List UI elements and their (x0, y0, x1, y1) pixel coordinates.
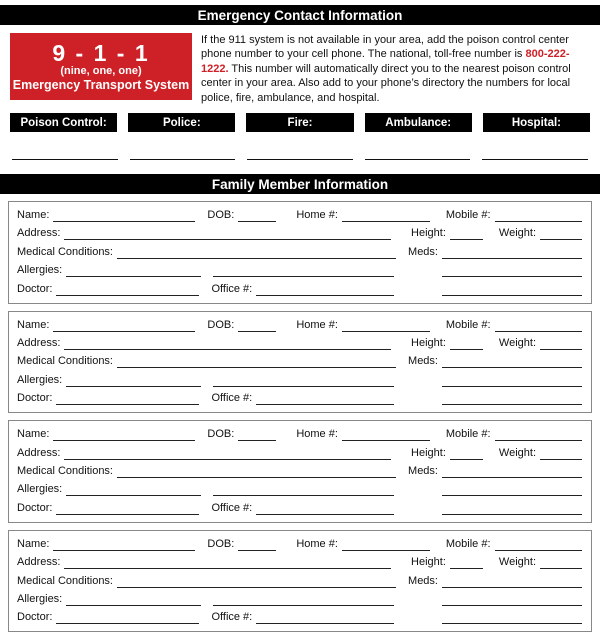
home-phone-label: Home #: (296, 537, 338, 550)
meds-continuation-line-2 (442, 610, 582, 624)
medical-conditions-label: Medical Conditions: (17, 464, 113, 477)
mobile-phone-label: Mobile #: (445, 209, 491, 222)
poison-control-label: Poison Control: (10, 113, 117, 132)
address-write-in-line (64, 226, 391, 240)
home-phone-write-in-line (342, 537, 430, 551)
weight-write-in-line (540, 226, 582, 240)
mobile-phone-write-in-line (495, 318, 582, 332)
allergies-continuation-line (213, 373, 394, 387)
height-write-in-line (450, 446, 483, 460)
nine-one-one-words: (nine, one, one) (60, 64, 142, 77)
police-write-in-line (130, 159, 236, 160)
dob-write-in-line (238, 318, 276, 332)
weight-write-in-line (540, 446, 582, 460)
allergies-write-in-line (66, 263, 201, 277)
height-write-in-line (450, 336, 483, 350)
medical-conditions-write-in-line (117, 574, 396, 588)
office-phone-write-in-line (256, 501, 394, 515)
dob-write-in-line (238, 537, 276, 551)
meds-continuation-line-2 (442, 391, 582, 405)
name-write-in-line (53, 537, 195, 551)
allergies-continuation-line (213, 263, 394, 277)
allergies-write-in-line (66, 592, 201, 606)
dob-write-in-line (238, 427, 276, 441)
medical-conditions-write-in-line (117, 354, 396, 368)
member-row-address-height-weight (17, 226, 582, 240)
emergency-form-page (0, 5, 600, 632)
home-phone-label: Home #: (296, 428, 338, 441)
police-label: Police: (128, 113, 235, 132)
office-phone-label: Office #: (211, 611, 253, 624)
dob-write-in-line (238, 208, 276, 222)
allergies-write-in-line (66, 482, 201, 496)
medical-conditions-write-in-line (117, 245, 396, 259)
member-row-doctor-office (17, 501, 582, 515)
member-row-medical-meds (17, 354, 582, 368)
weight-label: Weight: (498, 336, 536, 349)
ambulance-write-in-line (365, 159, 471, 160)
member-row-medical-meds (17, 464, 582, 478)
name-label: Name: (17, 428, 50, 441)
meds-continuation-line-2 (442, 282, 582, 296)
hospital-label: Hospital: (483, 113, 590, 132)
doctor-write-in-line (56, 282, 199, 296)
address-write-in-line (64, 555, 391, 569)
dob-label: DOB: (207, 537, 235, 550)
weight-write-in-line (540, 555, 582, 569)
doctor-write-in-line (56, 501, 199, 515)
weight-write-in-line (540, 336, 582, 350)
home-phone-label: Home #: (296, 209, 338, 222)
meds-continuation-line (442, 263, 582, 277)
instructions-before-phone: If the 911 system is not available in your area, add the poison control center phone number to your cell phone. The national, toll-free number is (201, 34, 569, 61)
height-write-in-line (450, 226, 483, 240)
height-label: Height: (411, 446, 446, 459)
height-label: Height: (411, 227, 446, 240)
meds-write-in-line (442, 464, 582, 478)
dob-label: DOB: (207, 428, 235, 441)
meds-write-in-line (442, 245, 582, 259)
member-row-allergies (17, 373, 582, 387)
doctor-write-in-line (56, 610, 199, 624)
mobile-phone-label: Mobile #: (445, 318, 491, 331)
office-phone-label: Office #: (211, 392, 253, 405)
medical-conditions-write-in-line (117, 464, 396, 478)
dob-label: DOB: (207, 209, 235, 222)
member-row-name-dob-phones (17, 318, 582, 332)
member-row-name-dob-phones (17, 208, 582, 222)
height-label: Height: (411, 556, 446, 569)
office-phone-write-in-line (256, 391, 394, 405)
meds-label: Meds: (408, 464, 438, 477)
address-label: Address: (17, 556, 61, 569)
office-phone-label: Office #: (211, 501, 253, 514)
hospital-write-in-line (482, 159, 588, 160)
instructions-after-phone: This number will automatically direct you to the nearest poison control center in your area. Also add to your phone’s directory the numbers for local police, fire, ambulance, and hospital. (201, 62, 571, 104)
fire-label: Fire: (246, 113, 353, 132)
weight-label: Weight: (498, 227, 536, 240)
meds-continuation-line-2 (442, 501, 582, 515)
meds-continuation-line (442, 482, 582, 496)
name-label: Name: (17, 318, 50, 331)
meds-label: Meds: (408, 245, 438, 258)
member-row-address-height-weight (17, 555, 582, 569)
meds-label: Meds: (408, 574, 438, 587)
allergies-label: Allergies: (17, 373, 63, 386)
member-row-doctor-office (17, 610, 582, 624)
doctor-label: Doctor: (17, 611, 53, 624)
mobile-phone-write-in-line (495, 537, 582, 551)
mobile-phone-label: Mobile #: (445, 428, 491, 441)
medical-conditions-label: Medical Conditions: (17, 574, 113, 587)
mobile-phone-label: Mobile #: (445, 537, 491, 550)
meds-write-in-line (442, 574, 582, 588)
allergies-continuation-line (213, 482, 394, 496)
home-phone-write-in-line (342, 318, 430, 332)
medical-conditions-label: Medical Conditions: (17, 245, 113, 258)
name-write-in-line (53, 427, 195, 441)
family-member-card (8, 530, 592, 632)
name-label: Name: (17, 537, 50, 550)
dob-label: DOB: (207, 318, 235, 331)
home-phone-label: Home #: (296, 318, 338, 331)
meds-continuation-line (442, 592, 582, 606)
home-phone-write-in-line (342, 427, 430, 441)
nine-one-one-number: 9 - 1 - 1 (52, 39, 150, 66)
emergency-contact-header-bar (0, 5, 600, 25)
poison-control-instructions (201, 33, 590, 105)
emergency-contact-title: Emergency Contact Information (197, 7, 403, 23)
allergies-continuation-line (213, 592, 394, 606)
mobile-phone-write-in-line (495, 427, 582, 441)
doctor-label: Doctor: (17, 501, 53, 514)
member-row-allergies (17, 482, 582, 496)
meds-label: Meds: (408, 355, 438, 368)
meds-write-in-line (442, 354, 582, 368)
member-row-allergies (17, 592, 582, 606)
home-phone-write-in-line (342, 208, 430, 222)
nine-one-one-box (10, 33, 192, 100)
doctor-label: Doctor: (17, 282, 53, 295)
name-label: Name: (17, 209, 50, 222)
allergies-label: Allergies: (17, 592, 63, 605)
family-member-card (8, 201, 592, 304)
office-phone-label: Office #: (211, 282, 253, 295)
poison-control-phone-number: 800-222-1222. (201, 48, 570, 75)
family-member-card (8, 311, 592, 414)
address-label: Address: (17, 446, 61, 459)
member-row-name-dob-phones (17, 427, 582, 441)
office-phone-write-in-line (256, 282, 394, 296)
height-write-in-line (450, 555, 483, 569)
poison-control-write-in-line (12, 159, 118, 160)
member-row-address-height-weight (17, 336, 582, 350)
allergies-label: Allergies: (17, 483, 63, 496)
weight-label: Weight: (498, 446, 536, 459)
emergency-numbers-label-row (10, 113, 590, 132)
member-row-allergies (17, 263, 582, 277)
name-write-in-line (53, 208, 195, 222)
address-write-in-line (64, 446, 391, 460)
member-row-doctor-office (17, 391, 582, 405)
emergency-numbers-write-in-row (12, 159, 588, 160)
member-row-address-height-weight (17, 446, 582, 460)
intro-section (10, 33, 590, 105)
address-write-in-line (64, 336, 391, 350)
member-row-doctor-office (17, 282, 582, 296)
name-write-in-line (53, 318, 195, 332)
address-label: Address: (17, 336, 61, 349)
member-row-medical-meds (17, 245, 582, 259)
family-member-card (8, 420, 592, 523)
address-label: Address: (17, 227, 61, 240)
family-member-title: Family Member Information (211, 176, 389, 192)
medical-conditions-label: Medical Conditions: (17, 355, 113, 368)
member-row-name-dob-phones (17, 537, 582, 551)
doctor-label: Doctor: (17, 392, 53, 405)
office-phone-write-in-line (256, 610, 394, 624)
meds-continuation-line (442, 373, 582, 387)
emergency-transport-caption: Emergency Transport System (12, 77, 190, 92)
ambulance-label: Ambulance: (365, 113, 472, 132)
family-members-list (8, 201, 592, 632)
allergies-write-in-line (66, 373, 201, 387)
height-label: Height: (411, 336, 446, 349)
mobile-phone-write-in-line (495, 208, 582, 222)
allergies-label: Allergies: (17, 264, 63, 277)
family-member-header-bar (0, 174, 600, 194)
doctor-write-in-line (56, 391, 199, 405)
member-row-medical-meds (17, 574, 582, 588)
weight-label: Weight: (498, 556, 536, 569)
fire-write-in-line (247, 159, 353, 160)
